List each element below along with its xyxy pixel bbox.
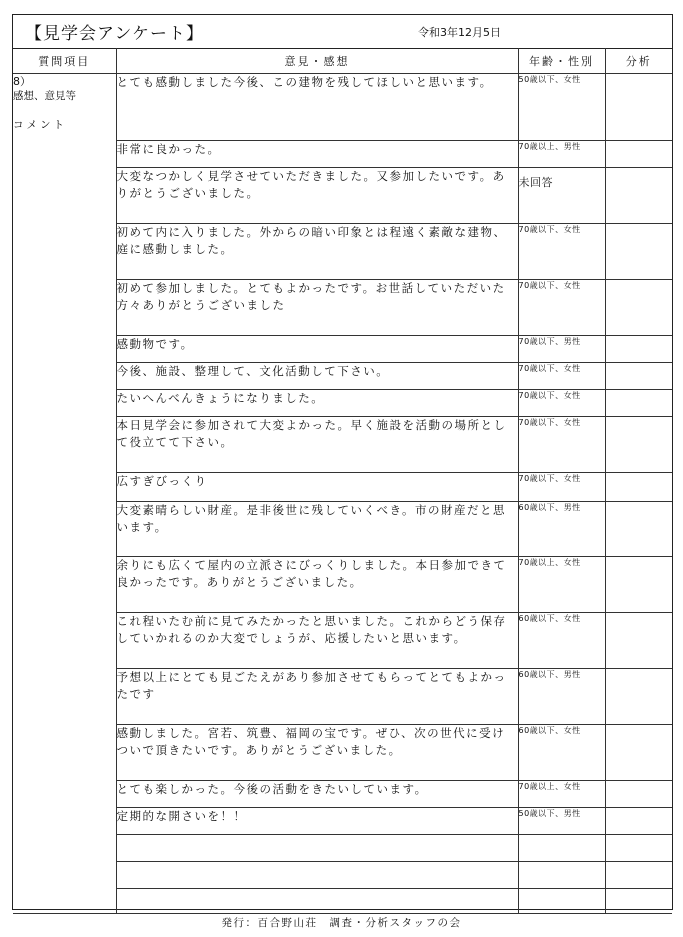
question-cell	[13, 74, 116, 914]
age-gender-cell-empty	[518, 889, 605, 914]
question-number: 8）	[13, 75, 31, 88]
analysis-cell	[605, 224, 672, 280]
analysis-cell-empty	[605, 835, 672, 862]
age-gender-cell: 70歳以下、女性	[518, 417, 605, 473]
opinion-cell: たいへんべんきょうになりました。	[116, 390, 518, 417]
opinion-cell: 今後、施設、整理して、文化活動して下さい。	[116, 363, 518, 390]
opinion-cell: 本日見学会に参加されて大変よかった。早く施設を活動の場所として役立てて下さい。	[116, 417, 518, 473]
opinion-cell: 広すぎびっくり	[116, 473, 518, 502]
analysis-cell	[605, 473, 672, 502]
analysis-cell-empty	[605, 889, 672, 914]
analysis-cell	[605, 390, 672, 417]
opinion-cell-empty	[116, 862, 518, 889]
table-body	[13, 74, 672, 914]
column-header-analysis: 分析	[605, 48, 672, 74]
question-label: 感想、意見等	[13, 90, 76, 102]
age-gender-cell: 70歳以上、男性	[518, 141, 605, 168]
analysis-cell	[605, 74, 672, 141]
age-gender-cell: 70歳以下、女性	[518, 224, 605, 280]
analysis-cell	[605, 725, 672, 781]
analysis-cell	[605, 781, 672, 808]
analysis-cell	[605, 141, 672, 168]
age-gender-cell: 未回答	[518, 168, 605, 224]
analysis-cell	[605, 669, 672, 725]
column-header-opinion: 意見・感想	[116, 48, 518, 74]
analysis-cell	[605, 336, 672, 363]
opinion-cell: 感動物です。	[116, 336, 518, 363]
age-gender-cell: 60歳以下、女性	[518, 613, 605, 669]
opinion-cell: 大変素晴らしい財産。是非後世に残していくべき。市の財産だと思います。	[116, 502, 518, 557]
page-title: 【見学会アンケート】	[25, 24, 204, 44]
opinion-cell: とても感動しました今後、この建物を残してほしいと思います。	[116, 74, 518, 141]
analysis-cell	[605, 613, 672, 669]
survey-date: 令和3年12月5日	[418, 26, 501, 39]
analysis-cell	[605, 557, 672, 613]
age-gender-cell: 70歳以下、女性	[518, 473, 605, 502]
age-gender-cell: 60歳以下、男性	[518, 502, 605, 557]
age-gender-cell-empty	[518, 835, 605, 862]
column-header-question: 質問項目	[13, 48, 116, 74]
age-gender-cell-empty	[518, 862, 605, 889]
opinion-cell: 初めて参加しました。とてもよかったです。お世話していただいた方々ありがとうございました	[116, 280, 518, 336]
age-gender-cell: 70歳以上、女性	[518, 781, 605, 808]
analysis-cell	[605, 280, 672, 336]
table-row	[13, 74, 672, 141]
age-gender-cell: 60歳以下、女性	[518, 725, 605, 781]
opinion-cell: 定期的な開さいを！！	[116, 808, 518, 835]
title-row	[13, 15, 672, 49]
opinion-cell: これ程いたむ前に見てみたかったと思いました。これからどう保存していかれるのか大変でしょうが、応援したいと思います。	[116, 613, 518, 669]
survey-table	[13, 48, 672, 914]
opinion-cell: とても楽しかった。今後の活動をきたいしています。	[116, 781, 518, 808]
age-gender-cell: 70歳以下、女性	[518, 280, 605, 336]
header-row	[13, 48, 672, 74]
analysis-cell	[605, 502, 672, 557]
analysis-cell	[605, 417, 672, 473]
opinion-cell: 大変なつかしく見学させていただきました。又参加したいです。ありがとうございました。	[116, 168, 518, 224]
opinion-cell: 非常に良かった。	[116, 141, 518, 168]
age-gender-cell: 60歳以下、男性	[518, 669, 605, 725]
age-gender-cell: 50歳以下、男性	[518, 808, 605, 835]
survey-sheet	[12, 14, 673, 910]
analysis-cell-empty	[605, 862, 672, 889]
age-gender-cell: 70歳以上、女性	[518, 557, 605, 613]
publisher-footer: 発行：百合野山荘 調査・分析スタッフの会	[221, 917, 462, 929]
opinion-cell: 感動しました。宮若、筑豊、福岡の宝です。ぜひ、次の世代に受けついで頂きたいです。ありがとうございました。	[116, 725, 518, 781]
age-gender-cell: 70歳以下、女性	[518, 363, 605, 390]
age-gender-cell: 70歳以下、女性	[518, 390, 605, 417]
age-gender-cell: 70歳以下、男性	[518, 336, 605, 363]
age-gender-cell: 50歳以下、女性	[518, 74, 605, 141]
opinion-cell: 初めて内に入りました。外からの暗い印象とは程遠く素敵な建物、庭に感動しました。	[116, 224, 518, 280]
analysis-cell	[605, 363, 672, 390]
analysis-cell	[605, 808, 672, 835]
analysis-cell	[605, 168, 672, 224]
opinion-cell: 余りにも広くて屋内の立派さにびっくりしました。本日参加できて良かったです。ありがとうございました。	[116, 557, 518, 613]
question-comment: コメント	[13, 119, 67, 131]
opinion-cell: 予想以上にとても見ごたえがあり参加させてもらってとてもよかったです	[116, 669, 518, 725]
column-header-age-gender: 年齢・性別	[518, 48, 605, 74]
opinion-cell-empty	[116, 835, 518, 862]
opinion-cell-empty	[116, 889, 518, 914]
